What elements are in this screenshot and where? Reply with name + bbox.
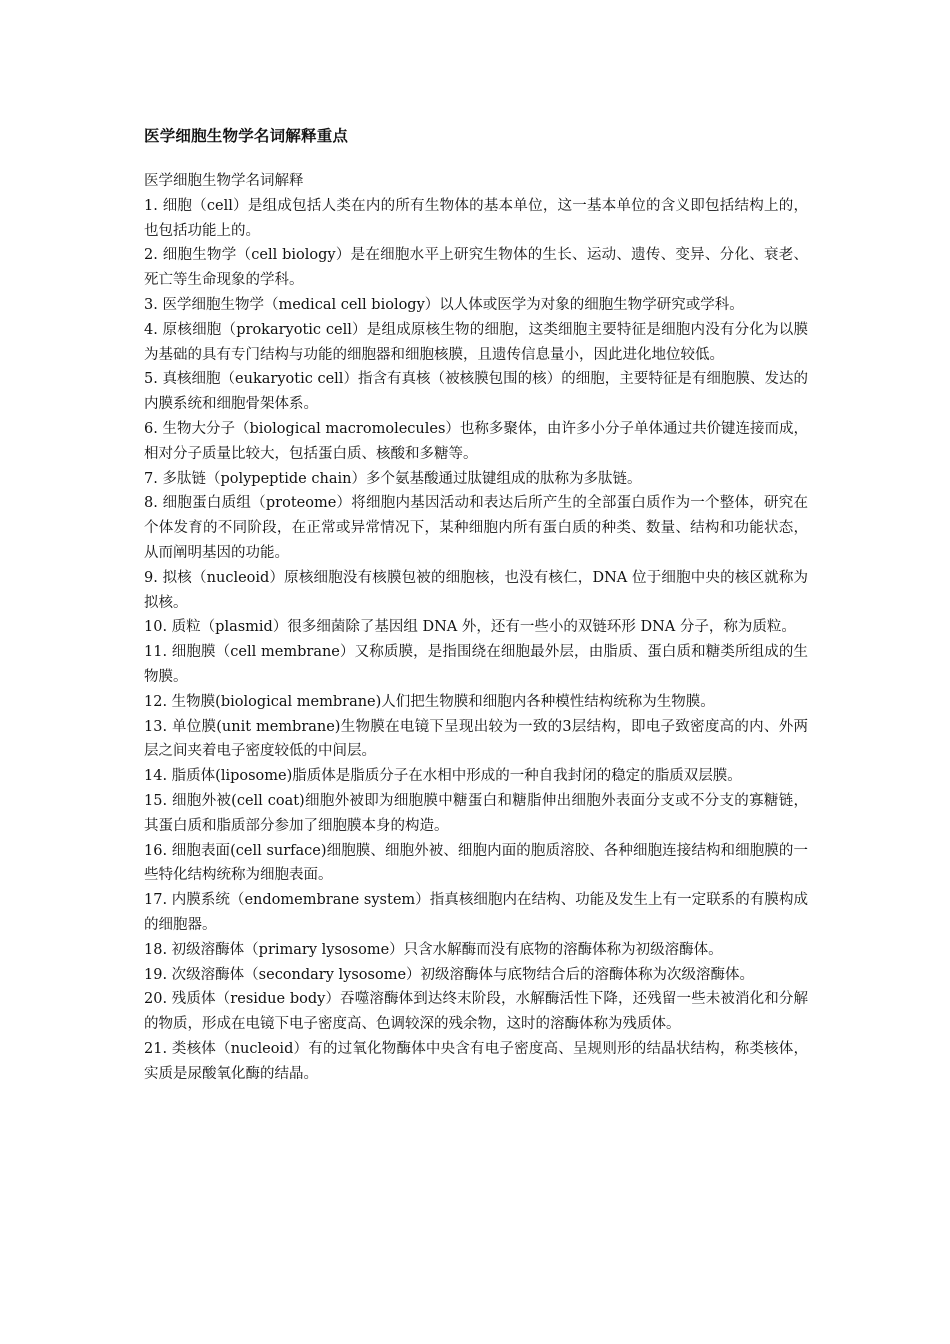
definition-entry-15: 15. 细胞外被(cell coat)细胞外被即为细胞膜中糖蛋白和糖脂伸出细胞外表面分支或不分支的寡糖链，其蛋白质和脂质部分参加了细胞膜本身的构造。 [144, 792, 808, 834]
definition-entry-2: 2. 细胞生物学（cell biology）是在细胞水平上研究生物体的生长、运动、遗传、变异、分化、衰老、死亡等生命现象的学科。 [144, 247, 808, 289]
definition-entry-14: 14. 脂质体(liposome)脂质体是脂质分子在水相中形成的一种自我封闭的稳定的脂质双层膜。 [144, 768, 742, 785]
definition-entry-13: 13. 单位膜(unit membrane)生物膜在电镜下呈现出较为一致的3层结构，即电子致密度高的内、外两层之间夹着电子密度较低的中间层。 [144, 718, 808, 760]
document-title: 医学细胞生物学名词解释重点 [144, 127, 349, 145]
definition-entry-7: 7. 多肽链（polypeptide chain）多个氨基酸通过肽键组成的肽称为多肽链。 [144, 470, 642, 487]
definition-entry-19: 19. 次级溶酶体（secondary lysosome）初级溶酶体与底物结合后的溶酶体称为次级溶酶体。 [144, 966, 755, 983]
definition-entry-5: 5. 真核细胞（eukaryotic cell）指含有真核（被核膜包围的核）的细胞，主要特征是有细胞膜、发达的内膜系统和细胞骨架体系。 [144, 371, 808, 413]
definition-entry-11: 11. 细胞膜（cell membrane）又称质膜，是指围绕在细胞最外层，由脂质、蛋白质和糖类所组成的生物膜。 [144, 644, 808, 685]
definition-entry-6: 6. 生物大分子（biological macromolecules）也称多聚体，由许多小分子单体通过共价键连接而成，相对分子质量比较大，包括蛋白质、核酸和多糖等。 [144, 420, 808, 462]
definition-entry-16: 16. 细胞表面(cell surface)细胞膜、细胞外被、细胞内面的胞质溶胶、各种细胞连接结构和细胞膜的一些特化结构统称为细胞表面。 [144, 842, 808, 884]
definition-list [144, 194, 808, 1087]
definition-entry-12: 12. 生物膜(biological membrane)人们把生物膜和细胞内各种模性结构统称为生物膜。 [144, 693, 715, 710]
document-subtitle: 医学细胞生物学名词解释 [144, 173, 304, 189]
definition-entry-9: 9. 拟核（nucleoid）原核细胞没有核膜包被的细胞核，也没有核仁，DNA 位于细胞中央的核区就称为拟核。 [144, 569, 808, 611]
definition-entry-18: 18. 初级溶酶体（primary lysosome）只含水解酶而没有底物的溶酶体称为初级溶酶体。 [144, 941, 723, 958]
definition-entry-10: 10. 质粒（plasmid）很多细菌除了基因组 DNA 外，还有一些小的双链环形 DNA 分子，称为质粒。 [144, 619, 796, 636]
definition-entry-3: 3. 医学细胞生物学（medical cell biology）以人体或医学为对象的细胞生物学研究或学科。 [144, 296, 744, 313]
definition-entry-21: 21. 类核体（nucleoid）有的过氧化物酶体中央含有电子密度高、呈规则形的结晶状结构，称类核体，实质是尿酸氧化酶的结晶。 [144, 1040, 808, 1082]
definition-entry-4: 4. 原核细胞（prokaryotic cell）是组成原核生物的细胞，这类细胞主要特征是细胞内没有分化为以膜为基础的具有专门结构与功能的细胞器和细胞核膜，且遗传信息量小，因此进化地位较低。 [144, 321, 808, 363]
definition-entry-1: 1. 细胞（cell）是组成包括人类在内的所有生物体的基本单位，这一基本单位的含义即包括结构上的，也包括功能上的。 [144, 197, 808, 239]
definition-entry-17: 17. 内膜系统（endomembrane system）指真核细胞内在结构、功能及发生上有一定联系的有膜构成的细胞器。 [144, 892, 808, 933]
document-page [144, 124, 808, 1086]
definition-entry-20: 20. 残质体（residue body）吞噬溶酶体到达终末阶段，水解酶活性下降，还残留一些未被消化和分解的物质，形成在电镜下电子密度高、色调较深的残余物，这时的溶酶体称为残质体。 [144, 991, 808, 1033]
definition-entry-8: 8. 细胞蛋白质组（proteome）将细胞内基因活动和表达后所产生的全部蛋白质作为一个整体，研究在个体发育的不同阶段，在正常或异常情况下，某种细胞内所有蛋白质的种类、数量、结构和功能状态，从而阐明基因的功能。 [144, 495, 808, 561]
